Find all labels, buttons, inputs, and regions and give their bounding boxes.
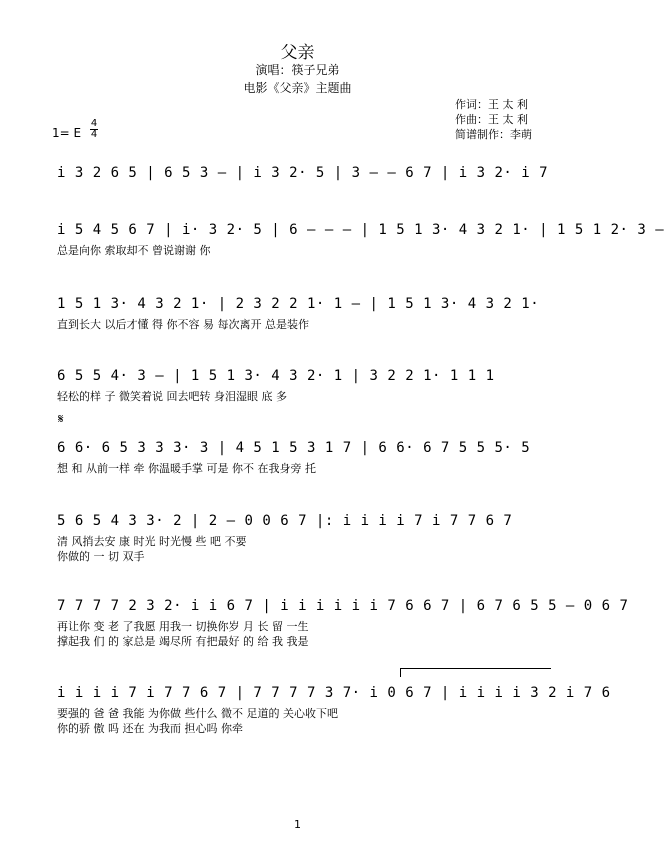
lyrics-line-6a: 清 风捎去安 康 时光 时光慢 些 吧 不要 (57, 535, 247, 548)
lyrics-line-7a: 再让你 变 老 了我愿 用我一 切换你岁 月 长 留 一生 (57, 620, 309, 633)
transcriber: 简谱制作：李萌 (455, 128, 532, 141)
lyrics-line-3a: 直到长大 以后才懂 得 你不容 易 每次离开 总是装作 (57, 318, 309, 331)
notation-line-5: 6 6· 6 5 3 3 3· 3 | 4 5 1 5 3 1 7 | 6 6· 6 7 5 5 5· 5 (57, 440, 531, 456)
page-number: 1 (294, 818, 301, 831)
segno-sign: 𝄋 (58, 412, 64, 427)
film-line: 电影《父亲》主题曲 (243, 81, 352, 95)
lyrics-line-8b: 你的骄 傲 吗 还在 为我而 担心吗 你牵 (57, 722, 243, 735)
time-bottom: 4 (90, 129, 98, 140)
lyrics-line-4a: 轻松的样 子 微笑着说 回去吧转 身泪湿眼 底 多 (57, 390, 287, 403)
notation-line-7: 7 7 7 7 2 3 2· i i 6 7 | i i i i i i 7 6 6 7 | 6 7 6 5 5 – 0 6 7 (57, 598, 629, 614)
time-signature (90, 119, 98, 140)
volta-bracket (400, 668, 551, 677)
lyrics-line-2a: 总是向你 索取却不 曾说谢谢 你 (57, 244, 211, 257)
lyrics-line-5a: 想 和 从前一样 牵 你温暖手掌 可是 你不 在我身旁 托 (57, 462, 316, 475)
lyrics-line-6b: 你做的 一 切 双手 (57, 550, 145, 563)
key-signature: 1= E (52, 126, 82, 140)
notation-line-4: 6 5 5 4· 3 – | 1 5 1 3· 4 3 2· 1 | 3 2 2 1· 1 1 1 (57, 368, 495, 384)
singer-line: 演唱：筷子兄弟 (255, 63, 340, 77)
notation-line-2: i 5 4 5 6 7 | i· 3 2· 5 | 6 – – – | 1 5 1 3· 4 3 2 1· | 1 5 1 2· 3 – (57, 222, 664, 238)
composer: 作曲：王 太 利 (455, 113, 528, 126)
song-title: 父亲 (280, 43, 315, 63)
notation-line-3: 1 5 1 3· 4 3 2 1· | 2 3 2 2 1· 1 – | 1 5 1 3· 4 3 2 1· (57, 296, 540, 312)
notation-line-1: i 3 2 6 5 | 6 5 3 – | i 3 2· 5 | 3 – – 6 7 | i 3 2· i 7 (57, 165, 549, 181)
lyrics-line-8a: 要强的 爸 爸 我能 为你做 些什么 微不 足道的 关心收下吧 (57, 707, 338, 720)
time-top: 4 (90, 118, 98, 129)
lyrics-line-7b: 撑起我 们 的 家总是 竭尽所 有把最好 的 给 我 我是 (57, 635, 309, 648)
notation-line-8: i i i i 7 i 7 7 6 7 | 7 7 7 7 3 7· i 0 6 7 | i i i i 3 2 i 7 6 (57, 685, 611, 701)
lyricist: 作词：王 太 利 (455, 98, 528, 111)
notation-line-6: 5 6 5 4 3 3· 2 | 2 – 0 0 6 7 |: i i i i 7 i 7 7 6 7 (57, 513, 513, 529)
